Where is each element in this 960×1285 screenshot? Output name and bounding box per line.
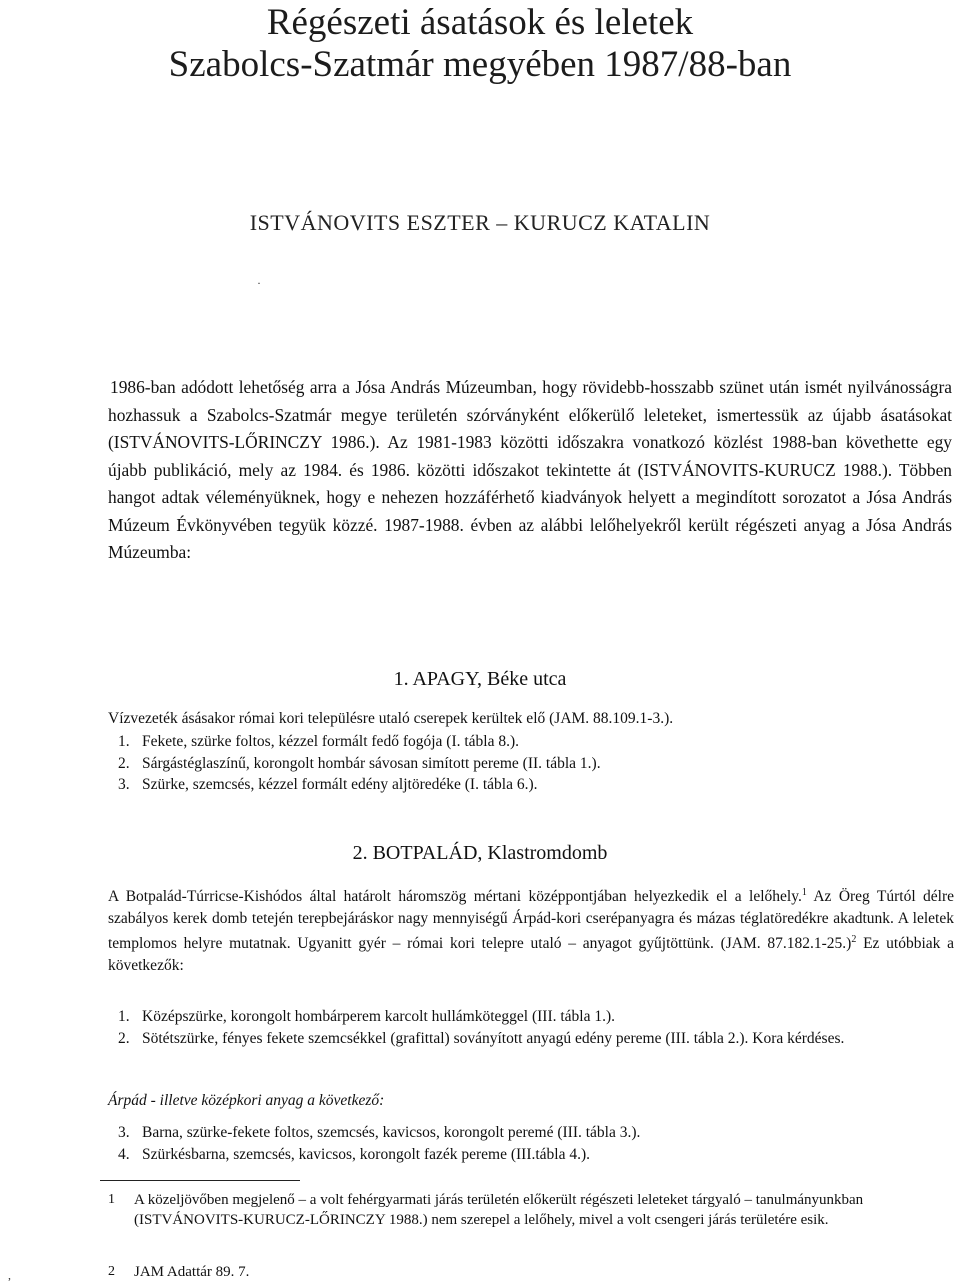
site-2-list [108, 1006, 954, 1049]
footnote-1-text: A közeljövőben megjelenő – a volt fehérgyarmati járás területén előkerült régészeti leleteket tárgyaló – tanulmányunkban (ISTVÁNOVITS-KURUCZ-LŐRINCZY 1988.) nem szerepel a lelőhely, mivel a volt csengeri járás területére esik. [134, 1192, 864, 1228]
site-2-subheading: Árpád - illetve középkori anyag a következő: [108, 1092, 385, 1109]
site-2-description [108, 882, 954, 976]
list-item [108, 1006, 954, 1028]
list-item-number: 1. [118, 1008, 130, 1025]
paper-title [0, 2, 960, 86]
list-item-text: Középszürke, korongolt hombárperem karcolt hullámköteggel (III. tábla 1.). [142, 1008, 616, 1025]
list-item-number: 2. [118, 1029, 130, 1047]
footnote-separator [100, 1180, 300, 1181]
site-1-heading: 1. APAGY, Béke utca [393, 668, 567, 690]
footnote-ref-2: 2 [851, 934, 857, 946]
site-2-desc-c: Ez utóbbiak a következők: [108, 935, 954, 974]
list-item-text: Sárgástéglaszínű, korongolt hombár sávosan simított pereme (II. tábla 1.). [142, 754, 601, 772]
list-item [108, 731, 954, 753]
list-item [108, 753, 954, 775]
site-1-list [108, 731, 954, 796]
footnote-1 [108, 1190, 954, 1230]
list-item-number: 3. [118, 776, 130, 793]
site-2-list-2 [108, 1122, 954, 1165]
footnote-2-text: JAM Adattár 89. 7. [134, 1264, 250, 1280]
footnote-2 [108, 1262, 954, 1282]
list-item-number: 3. [118, 1124, 130, 1141]
list-item [108, 774, 954, 796]
footnote-1-number: 1 [108, 1192, 115, 1207]
list-item-text: Szürke, szemcsés, kézzel formált edény aljtöredéke (I. tábla 6.). [142, 776, 538, 793]
list-item-number: 2. [118, 754, 130, 772]
site-1-description: Vízvezeték ásásakor római kori településre utaló cserepek kerültek elő (JAM. 88.109.1-3.). [108, 710, 674, 727]
list-item-number: 4. [118, 1145, 130, 1163]
list-item-text: Barna, szürke-fekete foltos, szemcsés, kavicsos, korongolt peremé (III. tábla 3.). [142, 1124, 641, 1141]
title-line-2: Szabolcs-Szatmár megyében 1987/88-ban [168, 44, 792, 85]
footnote-ref-1: 1 [801, 887, 807, 898]
site-2-desc-a: A Botpalád-Túrricse-Kishódos által határolt háromszög mértani középpontjában helyezkedik el a lelőhely. [108, 888, 802, 906]
list-item-text: Fekete, szürke foltos, kézzel formált fedő fogója (I. tábla 8.). [142, 733, 520, 750]
site-2-desc-b: Az Öreg Túrtól délre szabályos kerek domb tetején terepbejáráskor nagy mennyiségű Árpád-kori cserépanyagra és mázas téglatöredékre akadtunk. A leletek templomos helyre mutatnak. Ugyanitt gyér – római kori telepre utaló – anyagot gyűjtöttünk. (JAM. 87.182.1-25.) [108, 888, 954, 953]
footnote-2-number: 2 [108, 1264, 115, 1279]
stray-mark-2: , [8, 1268, 11, 1282]
list-item-text: Szürkésbarna, szemcsés, kavicsos, korongolt fazék pereme (III.tábla 4.). [142, 1145, 591, 1163]
list-item [108, 1144, 954, 1166]
list-item [108, 1028, 954, 1050]
list-item [108, 1122, 954, 1144]
authors: ISTVÁNOVITS ESZTER – KURUCZ KATALIN [249, 210, 711, 235]
list-item-number: 1. [118, 733, 130, 750]
title-line-1: Régészeti ásatások és leletek [266, 2, 694, 43]
intro-paragraph: 1986-ban adódott lehetőség arra a Jósa András Múzeumban, hogy rövidebb-hosszabb szünet után ismét nyilvánosságra hozhassuk a Szabolcs-Szatmár megye területén szórványként előkerülő leleteket, ismertessük az újabb ásatásokat (ISTVÁNOVITS-LŐRINCZY 1986.). Az 1981-1983 közötti időszakra vonatkozó közlést 1988-ban követhette egy újabb publikáció, mely az 1984. és 1986. közötti időszakot tekintette át (ISTVÁNOVITS-KURUCZ 1988.). Többen hangot adtak véleményüknek, hogy e nehezen hozzáférhető kiadványok helyett a megindított sorozatot a Jósa András Múzeum Évkönyvében tegyük közzé. 1987-1988. évben az alábbi lelőhelyekről került régészeti anyag a Jósa András Múzeumba: [108, 377, 952, 562]
stray-mark: · [257, 276, 261, 290]
site-2-heading: 2. BOTPALÁD, Klastromdomb [352, 842, 608, 864]
list-item-text: Sötétszürke, fényes fekete szemcsékkel (grafittal) soványított anyagú edény pereme (III. tábla 2.). Kora kérdéses. [142, 1029, 845, 1047]
